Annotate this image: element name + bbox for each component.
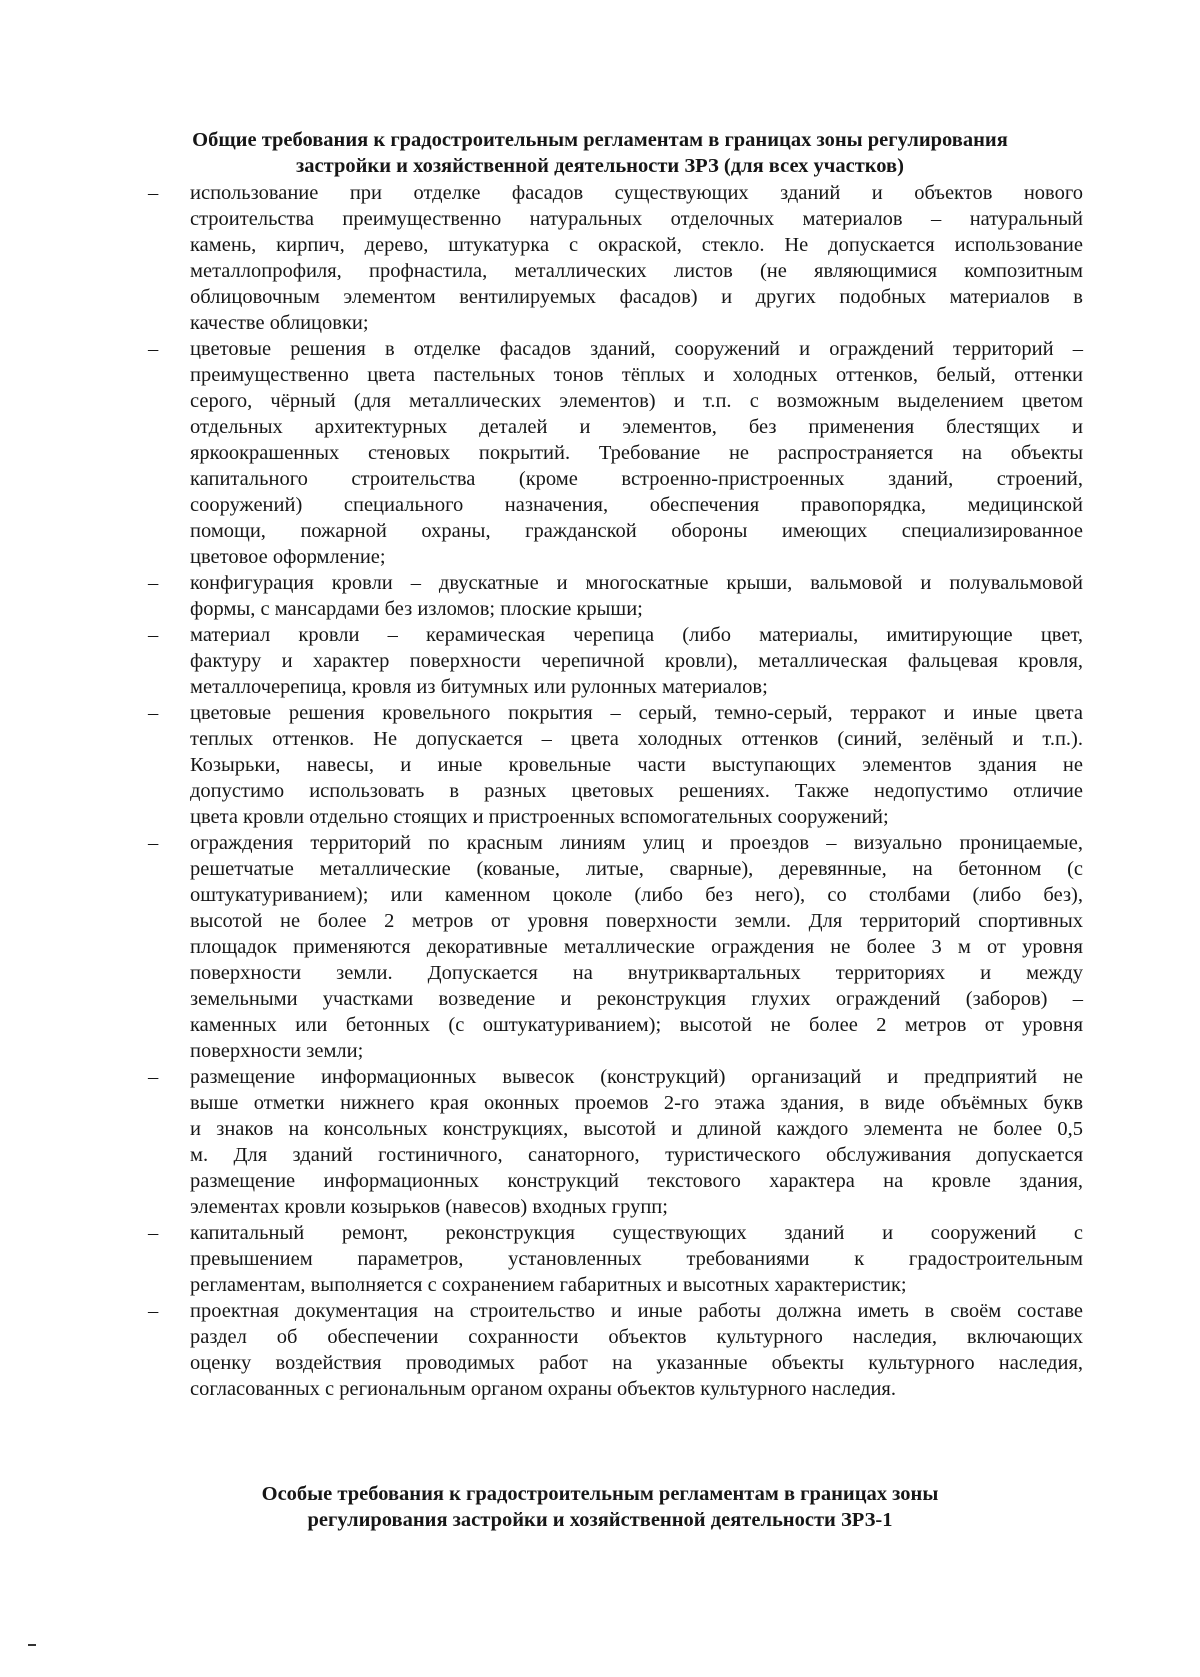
- list-dash: –: [148, 338, 159, 360]
- requirement-line: земельными участками возведение и реконструкция глухих ограждений (заборов) –: [190, 988, 1083, 1010]
- requirement-line: строительства преимущественно натуральных отделочных материалов – натуральный: [190, 208, 1083, 230]
- requirement-line: отдельных архитектурных деталей и элементов, без применения блестящих и: [190, 416, 1083, 438]
- requirement-line: Козырьки, навесы, и иные кровельные части выступающих элементов здания не: [190, 754, 1083, 776]
- heading-line: регулирования застройки и хозяйственной деятельности ЗРЗ-1: [307, 1509, 893, 1531]
- requirement-line: формы, с мансардами без изломов; плоские крыши;: [190, 598, 643, 620]
- requirement-item: [148, 1298, 1083, 1402]
- requirement-line: металлопрофиля, профнастила, металлических листов (не являющимися композитным: [190, 260, 1083, 282]
- requirement-line: размещение информационных конструкций текстового характера на кровле здания,: [190, 1170, 1083, 1192]
- requirement-line: яркоокрашенных стеновых покрытий. Требование не распространяется на объекты: [190, 442, 1083, 464]
- requirement-line: облицовочным элементом вентилируемых фасадов) и других подобных материалов в: [190, 286, 1083, 308]
- requirement-line: качестве облицовки;: [190, 312, 369, 334]
- requirements-list: [148, 180, 1083, 1402]
- requirement-line: и знаков на консольных конструкциях, высотой и длиной каждого элемента не более 0,5: [190, 1118, 1083, 1140]
- requirement-line: решетчатые металлические (кованые, литые, сварные), деревянные, на бетонном (с: [190, 858, 1083, 880]
- requirement-line: согласованных с региональным органом охраны объектов культурного наследия.: [190, 1378, 896, 1400]
- requirement-line: серого, чёрный (для металлических элементов) и т.п. с возможным выделением цветом: [190, 390, 1083, 412]
- list-dash: –: [148, 1066, 159, 1088]
- heading-line: Особые требования к градостроительным регламентам в границах зоны: [261, 1483, 939, 1505]
- list-dash: –: [148, 572, 159, 594]
- requirement-line: цветовые решения в отделке фасадов зданий, сооружений и ограждений территорий –: [190, 338, 1083, 360]
- list-dash: –: [148, 832, 159, 854]
- requirement-line: фактуру и характер поверхности черепичной кровли), металлическая фальцевая кровля,: [190, 650, 1083, 672]
- requirement-item: [148, 830, 1083, 1064]
- list-dash: –: [148, 702, 159, 724]
- requirement-line: использование при отделке фасадов существующих зданий и объектов нового: [190, 182, 1083, 204]
- requirement-line: каменных или бетонных (с оштукатуриванием); высотой не более 2 метров от уровня: [190, 1014, 1083, 1036]
- requirement-line: площадок применяются декоративные металлические ограждения не более 3 м от уровня: [190, 936, 1083, 958]
- scan-mark: [28, 1644, 36, 1646]
- requirement-line: оценку воздействия проводимых работ на указанные объекты культурного наследия,: [190, 1352, 1083, 1374]
- requirement-item: [148, 622, 1083, 700]
- requirement-line: цветовое оформление;: [190, 546, 386, 568]
- requirement-line: сооружений) специального назначения, обеспечения правопорядка, медицинской: [190, 494, 1083, 516]
- requirement-line: преимущественно цвета пастельных тонов тёплых и холодных оттенков, белый, оттенки: [190, 364, 1083, 386]
- requirement-line: материал кровли – керамическая черепица (либо материалы, имитирующие цвет,: [190, 624, 1083, 646]
- requirement-item: [148, 180, 1083, 336]
- requirement-line: выше отметки нижнего края оконных проемов 2-го этажа здания, в виде объёмных букв: [190, 1092, 1083, 1114]
- requirement-line: м. Для зданий гостиничного, санаторного, туристического обслуживания допускается: [190, 1144, 1083, 1166]
- requirement-item: [148, 336, 1083, 570]
- requirement-line: высотой не более 2 метров от уровня поверхности земли. Для территорий спортивных: [190, 910, 1083, 932]
- requirement-line: цветовые решения кровельного покрытия – серый, темно-серый, терракот и иные цвета: [190, 702, 1083, 724]
- requirement-line: оштукатуриванием); или каменном цоколе (либо без него), со столбами (либо без),: [190, 884, 1083, 906]
- list-dash: –: [148, 182, 159, 204]
- requirement-line: допустимо использовать в разных цветовых решениях. Также недопустимо отличие: [190, 780, 1083, 802]
- requirement-line: поверхности земли;: [190, 1040, 364, 1062]
- requirement-line: конфигурация кровли – двускатные и многоскатные крыши, вальмовой и полувальмовой: [190, 572, 1083, 594]
- requirement-line: капитальный ремонт, реконструкция существующих зданий и сооружений с: [190, 1222, 1083, 1244]
- requirement-line: теплых оттенков. Не допускается – цвета холодных оттенков (синий, зелёный и т.п.).: [190, 728, 1083, 750]
- requirement-item: [148, 570, 1083, 622]
- requirement-line: элементах кровли козырьков (навесов) входных групп;: [190, 1196, 668, 1218]
- requirement-line: капитального строительства (кроме встроенно-пристроенных зданий, строений,: [190, 468, 1083, 490]
- heading-line: Общие требования к градостроительным регламентам в границах зоны регулирования: [192, 129, 1008, 151]
- special-requirements-heading: [120, 1481, 1080, 1533]
- list-dash: –: [148, 624, 159, 646]
- list-dash: –: [148, 1222, 159, 1244]
- general-requirements-heading: [120, 127, 1080, 179]
- requirement-line: проектная документация на строительство и иные работы должна иметь в своём составе: [190, 1300, 1083, 1322]
- requirement-line: камень, кирпич, дерево, штукатурка с окраской, стекло. Не допускается использование: [190, 234, 1083, 256]
- requirement-line: помощи, пожарной охраны, гражданской обороны имеющих специализированное: [190, 520, 1083, 542]
- requirement-item: [148, 1220, 1083, 1298]
- requirement-line: раздел об обеспечении сохранности объектов культурного наследия, включающих: [190, 1326, 1083, 1348]
- heading-line: застройки и хозяйственной деятельности ЗРЗ (для всех участков): [296, 155, 904, 177]
- requirement-line: поверхности земли. Допускается на внутриквартальных территориях и между: [190, 962, 1083, 984]
- requirement-line: цвета кровли отдельно стоящих и пристроенных вспомогательных сооружений;: [190, 806, 889, 828]
- requirement-line: ограждения территорий по красным линиям улиц и проездов – визуально проницаемые,: [190, 832, 1083, 854]
- requirement-line: превышением параметров, установленных требованиями к градостроительным: [190, 1248, 1083, 1270]
- requirement-line: размещение информационных вывесок (конструкций) организаций и предприятий не: [190, 1066, 1083, 1088]
- requirement-item: [148, 1064, 1083, 1220]
- requirement-item: [148, 700, 1083, 830]
- requirement-line: регламентам, выполняется с сохранением габаритных и высотных характеристик;: [190, 1274, 907, 1296]
- requirement-line: металлочерепица, кровля из битумных или рулонных материалов;: [190, 676, 768, 698]
- list-dash: –: [148, 1300, 159, 1322]
